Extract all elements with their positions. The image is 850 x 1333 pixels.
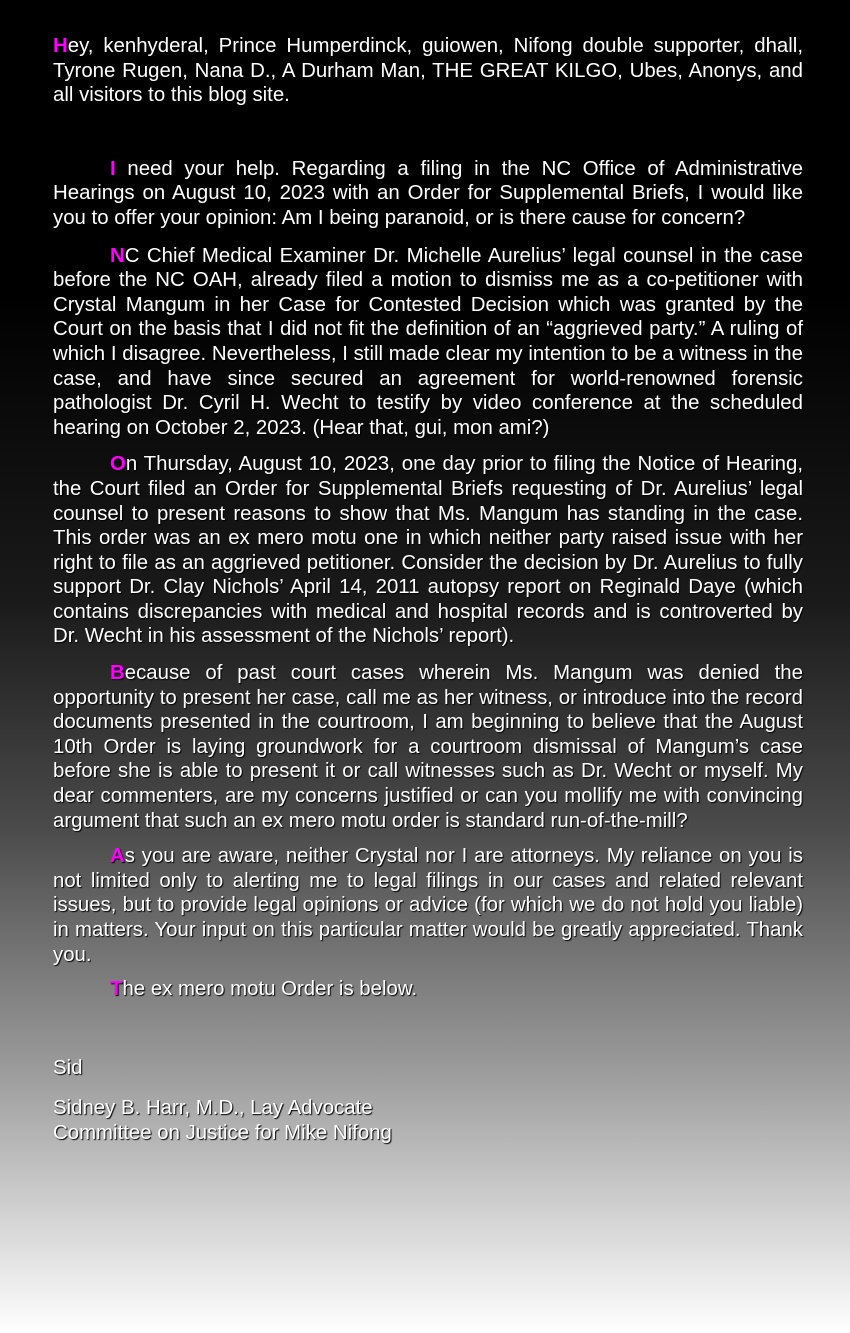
drop-initial: H: [53, 35, 68, 57]
signature-name: Sidney B. Harr, M.D., Lay Advocate: [53, 1097, 373, 1120]
order-below-paragraph: [53, 977, 803, 1002]
paragraph-text: s you are aware, neither Crystal nor I are attorneys. My reliance on you is not limited only to alerting me to legal filings in our cases and related relevant issues, but to provide legal opinions or advice (for which we do not hold you liable) in matters. Your input on this particular matter would be greatly appreciated. Thank you.: [53, 845, 803, 966]
order-filing-paragraph: [53, 452, 803, 649]
paragraph-text: C Chief Medical Examiner Dr. Michelle Aurelius’ legal counsel in the case before the NC OAH, already filed a motion to dismiss me as a co-petitioner with Crystal Mangum in her Case for Contested Decision which was granted by the Court on the basis that I did not fit the definition of an “aggrieved party.” A ruling of which I disagree. Nevertheless, I still made clear my intention to be a witness in the case, and have since secured an agreement for world-renowned forensic pathologist Dr. Cyril H. Wecht to testify by video conference at the scheduled hearing on October 2, 2023. (Hear that, gui, mon ami?): [53, 244, 803, 439]
request-paragraph: [53, 844, 803, 967]
concern-paragraph: [53, 661, 803, 833]
paragraph-text: n Thursday, August 10, 2023, one day prior to filing the Notice of Hearing, the Court filed an Order for Supplemental Briefs requesting of Dr. Aurelius’ legal counsel to present reasons to show that Ms. Mangum has standing in the case. This order was an ex mero motu one in which neither party raised issue with her right to file as an aggrieved petitioner. Consider the decision by Dr. Aurelius to fully support Dr. Clay Nichols’ April 14, 2011 autopsy report on Reginald Daye (which contains discrepancies with medical and hospital records and is controverted by Dr. Wecht in his assessment of the Nichols’ report).: [53, 453, 803, 648]
help-paragraph: [53, 157, 803, 231]
paragraph-text: need your help. Regarding a filing in the NC Office of Administrative Hearings on August 10, 2023 with an Order for Supplemental Briefs, I would like you to offer your opinion: Am I being paranoid, or is there cause for concern?: [53, 157, 803, 229]
blog-letter: [53, 34, 803, 1146]
paragraph-text: he ex mero motu Order is below.: [122, 978, 418, 1001]
signature-organization: Committee on Justice for Mike Nifong: [53, 1121, 392, 1144]
drop-initial: T: [110, 978, 123, 1001]
paragraph-text: ecause of past court cases wherein Ms. Mangum was denied the opportunity to present her case, call me as her witness, or introduce into the record documents presented in the courtroom, I am beginning to believe that the August 10th Order is laying groundwork for a courtroom dismissal of Mangum’s case before she is able to present it or call witnesses such as Dr. Wecht or myself. My dear commenters, are my concerns justified or can you mollify me with convincing argument that such an ex mero motu order is standard run-of-the-mill?: [53, 662, 803, 832]
drop-initial: B: [110, 662, 125, 685]
greeting-text: ey, kenhyderal, Prince Humperdinck, guiowen, Nifong double supporter, dhall, Tyrone Rugen, Nana D., A Durham Man, THE GREAT KILGO, Ubes, Anonys, and all visitors to this blog site.: [53, 35, 803, 107]
signoff: Sid: [53, 1056, 83, 1079]
greeting-paragraph: [53, 34, 803, 108]
drop-initial: A: [110, 845, 125, 868]
drop-initial: I: [110, 157, 116, 180]
drop-initial: N: [110, 244, 125, 267]
medical-examiner-paragraph: [53, 244, 803, 441]
drop-initial: O: [110, 453, 126, 476]
